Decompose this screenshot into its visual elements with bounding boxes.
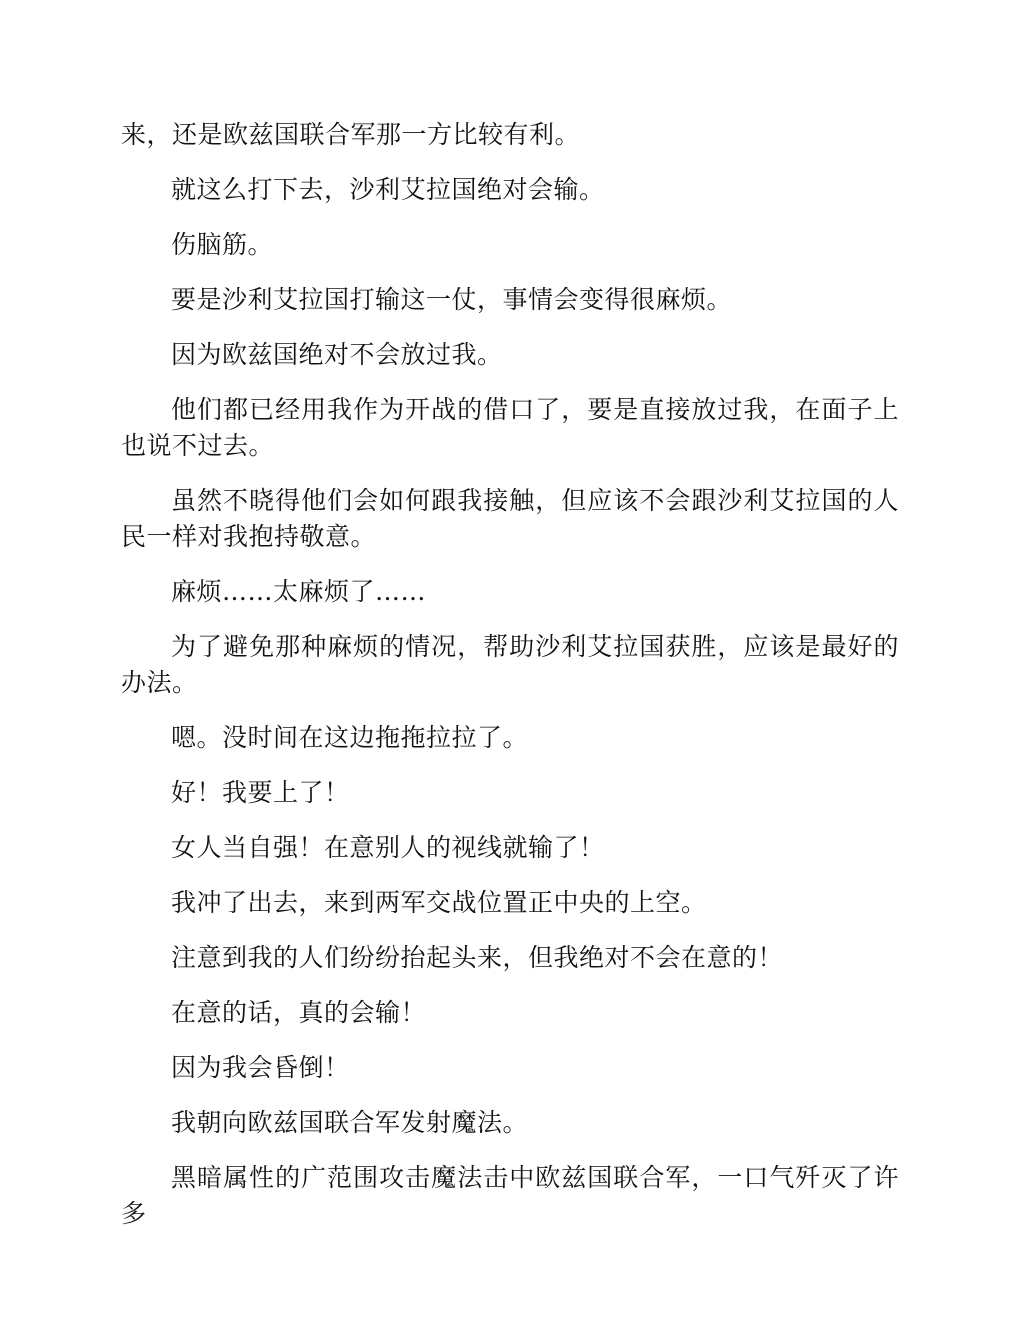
paragraph: 因为欧兹国绝对不会放过我。 bbox=[171, 340, 503, 369]
paragraph: 黑暗属性的广范围攻击魔法击中欧兹国联合军，一口气歼灭了许多 bbox=[121, 1163, 899, 1228]
paragraph: 因为我会昏倒！ bbox=[171, 1053, 350, 1082]
paragraph: 我冲了出去，来到两军交战位置正中央的上空。 bbox=[171, 888, 707, 917]
paragraph: 为了避免那种麻烦的情况，帮助沙利艾拉国获胜，应该是最好的办法。 bbox=[121, 632, 899, 697]
paragraph: 嗯。没时间在这边拖拖拉拉了。 bbox=[171, 723, 529, 752]
paragraph: 在意的话，真的会输！ bbox=[171, 998, 427, 1027]
paragraph: 要是沙利艾拉国打输这一仗，事情会变得很麻烦。 bbox=[171, 285, 733, 314]
paragraph: 麻烦……太麻烦了…… bbox=[171, 577, 427, 606]
paragraph: 他们都已经用我作为开战的借口了，要是直接放过我，在面子上也说不过去。 bbox=[121, 395, 899, 460]
paragraph: 好！我要上了！ bbox=[171, 778, 350, 807]
paragraph: 我朝向欧兹国联合军发射魔法。 bbox=[171, 1108, 529, 1137]
paragraph: 伤脑筋。 bbox=[171, 230, 274, 259]
paragraph: 来，还是欧兹国联合军那一方比较有利。 bbox=[121, 120, 581, 149]
paragraph: 女人当自强！在意别人的视线就输了！ bbox=[171, 833, 605, 862]
paragraph: 虽然不晓得他们会如何跟我接触，但应该不会跟沙利艾拉国的人民一样对我抱持敬意。 bbox=[121, 486, 899, 551]
paragraph: 就这么打下去，沙利艾拉国绝对会输。 bbox=[171, 175, 605, 204]
document-page bbox=[121, 117, 899, 1251]
paragraph: 注意到我的人们纷纷抬起头来，但我绝对不会在意的！ bbox=[171, 943, 784, 972]
